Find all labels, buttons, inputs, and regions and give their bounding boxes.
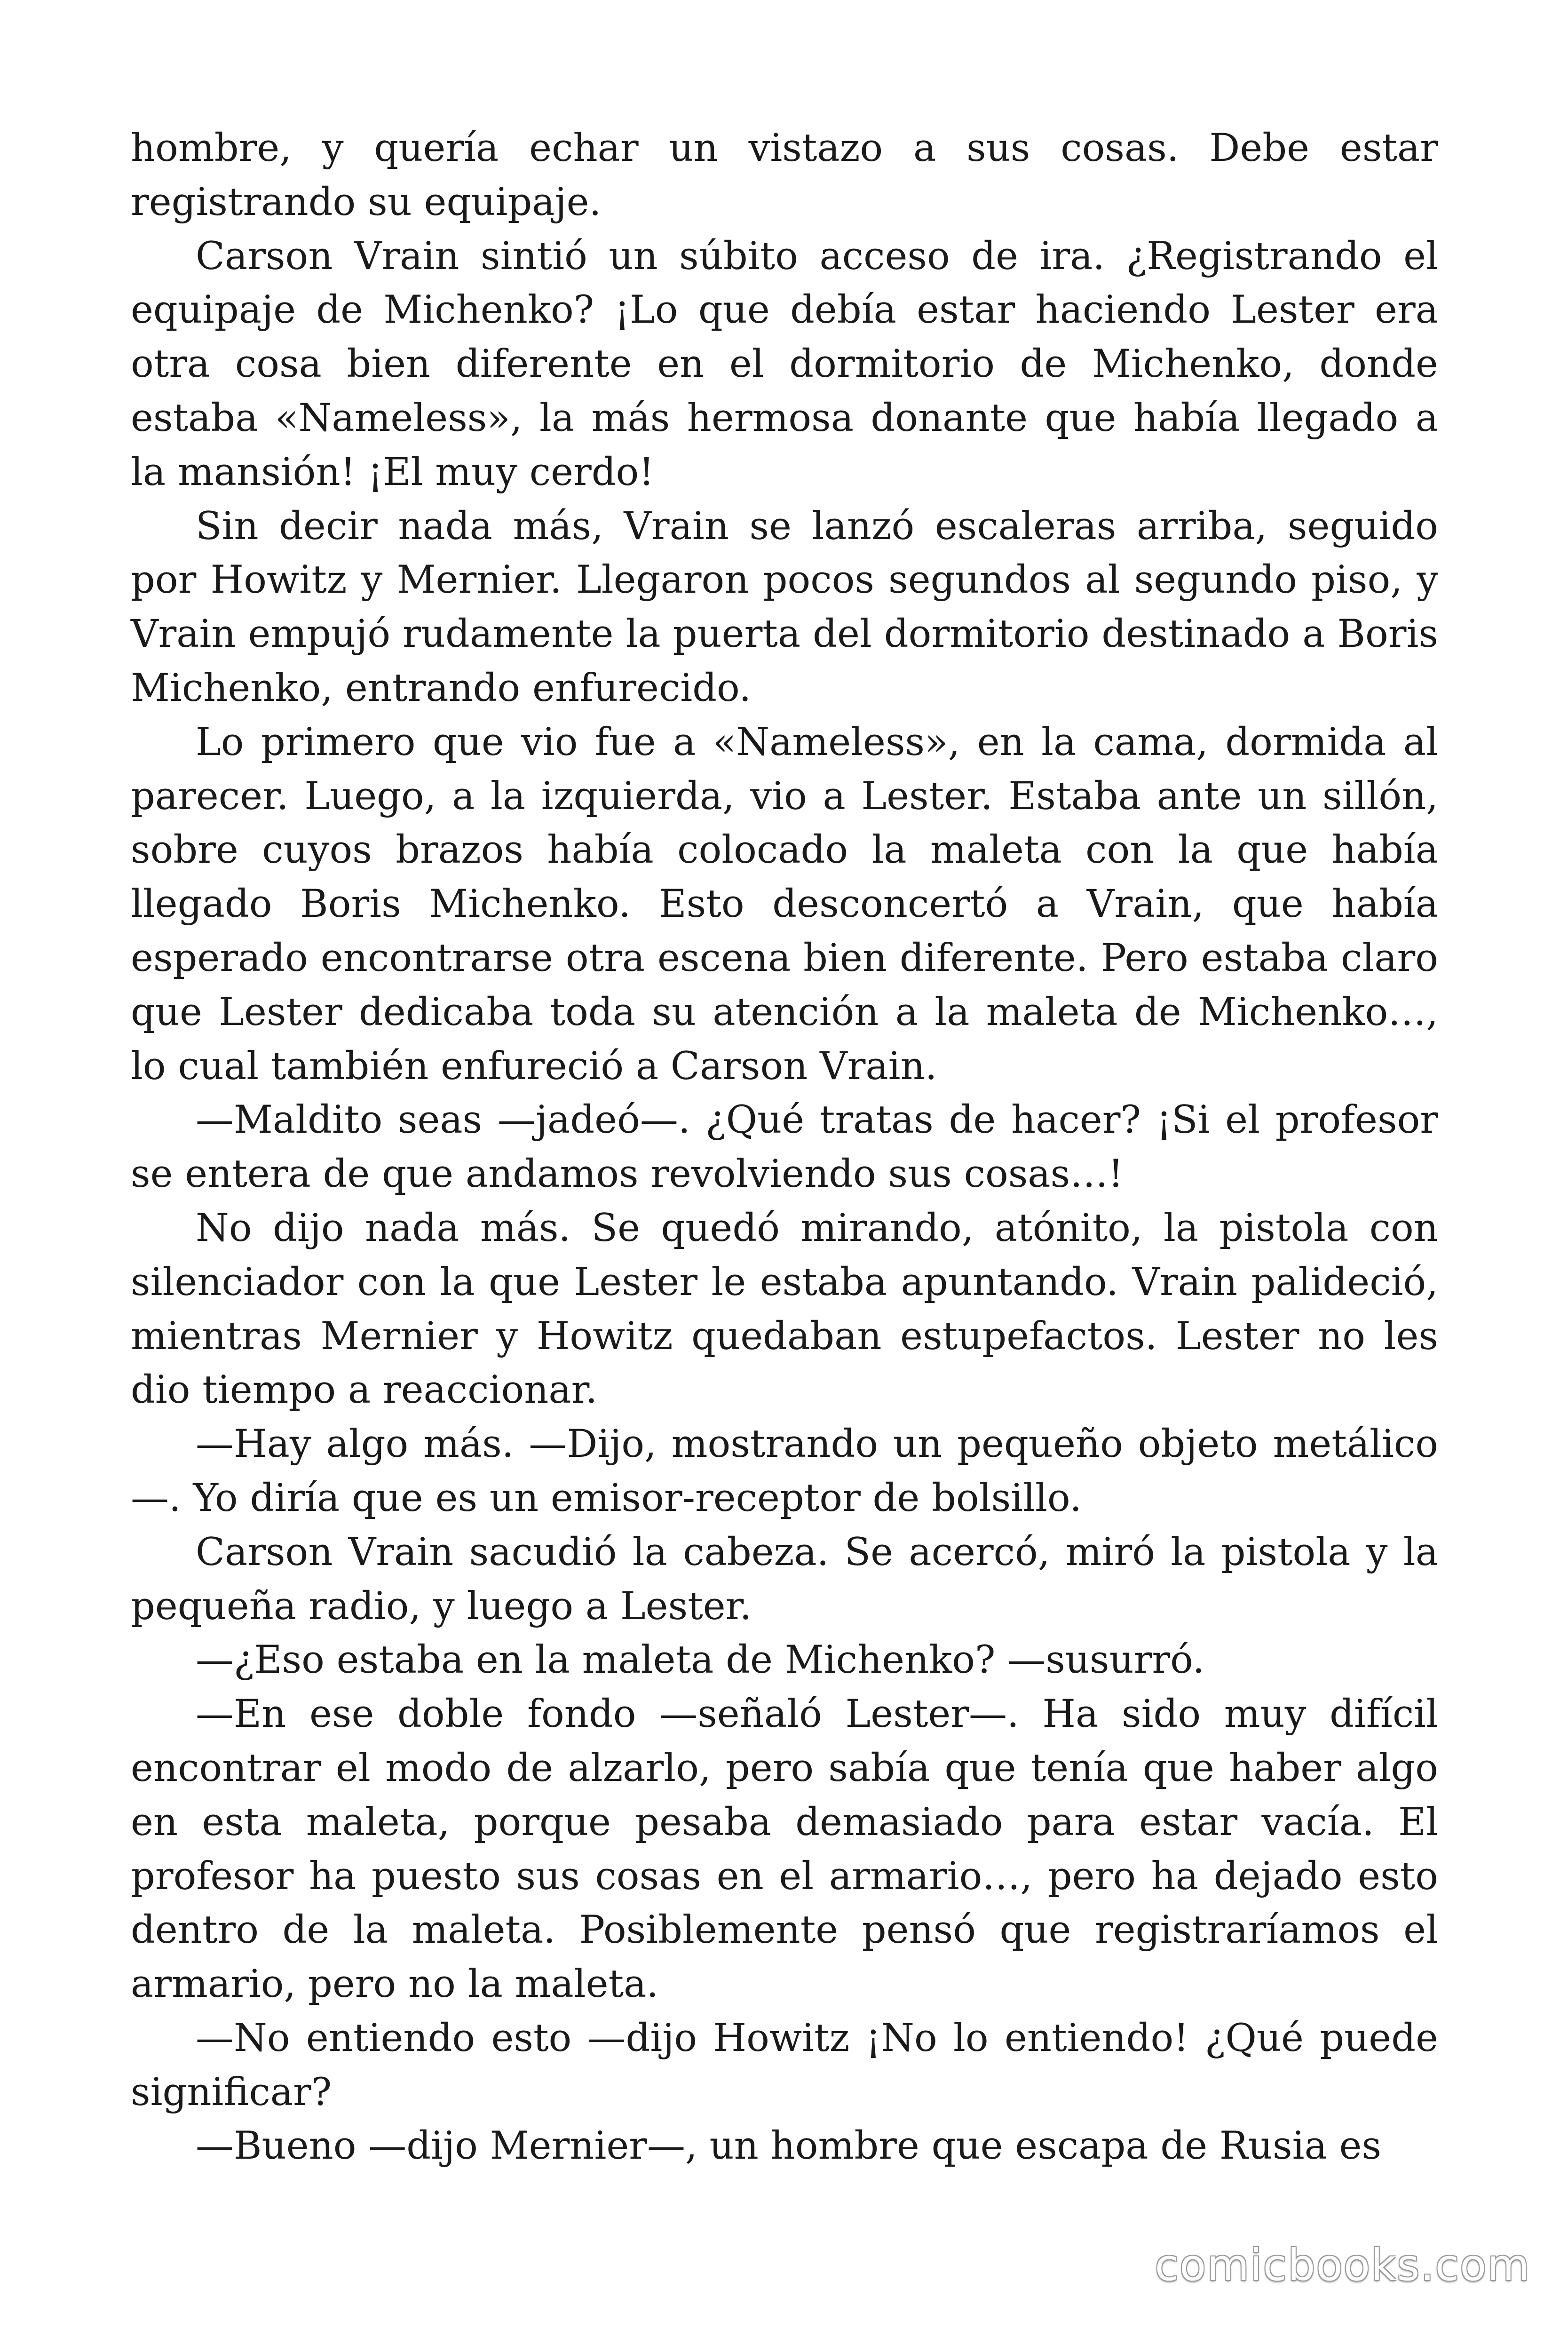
paragraph-10: —En ese doble fondo —señaló Lester—. Ha sido muy difícil encontrar el modo de alzarlo, pero sabía que tenía que haber algo en esta maleta, porque pesaba demasiado para estar vacía. El profesor ha puesto sus cosas en el armario…, pero ha dejado esto dentro de la maleta. Posiblemente pensó que registraríamos el armario, pero no la maleta.	[131, 1692, 1438, 2007]
paragraph-12: —Bueno —dijo Mernier—, un hombre que escapa de Rusia es	[196, 2124, 1382, 2169]
paragraph-3: Sin decir nada más, Vrain se lanzó escaleras arriba, seguido por Howitz y Mernier. Llegaron pocos segundos al segundo piso, y Vrain empujó rudamente la puerta del dormitorio destinado a Boris Michenko, entrando enfurecido.	[131, 504, 1438, 710]
paragraph-5: —Maldito seas —jadeó—. ¿Qué tratas de hacer? ¡Si el profesor se entera de que andamos revolviendo sus cosas…!	[131, 1098, 1438, 1197]
paragraph-11: —No entiendo esto —dijo Howitz ¡No lo entiendo! ¿Qué puede significar?	[131, 2016, 1438, 2114]
paragraph-1: hombre, y quería echar un vistazo a sus cosas. Debe estar registrando su equipaje.	[131, 126, 1438, 224]
paragraph-7: —Hay algo más. —Dijo, mostrando un pequeño objeto metálico —. Yo diría que es un emisor-receptor de bolsillo.	[131, 1422, 1438, 1520]
watermark-text: comicbooks.com	[1155, 2240, 1530, 2290]
paragraph-4: Lo primero que vio fue a «Nameless», en la cama, dormida al parecer. Luego, a la izquierda, vio a Lester. Estaba ante un sillón, sobre cuyos brazos había colocado la maleta con la que había llegado Boris Michenko. Esto desconcertó a Vrain, que había esperado encontrarse otra escena bien diferente. Pero estaba claro que Lester dedicaba toda su atención a la maleta de Michenko…, lo cual también enfureció a Carson Vrain.	[131, 720, 1438, 1089]
paragraph-9: —¿Eso estaba en la maleta de Michenko? —susurró.	[196, 1638, 1205, 1683]
paragraph-2: Carson Vrain sintió un súbito acceso de ira. ¿Registrando el equipaje de Michenko? ¡Lo que debía estar haciendo Lester era otra cosa bien diferente en el dormitorio de Michenko, donde estaba «Nameless», la más hermosa donante que había llegado a la mansión! ¡El muy cerdo!	[131, 234, 1438, 494]
paragraph-8: Carson Vrain sacudió la cabeza. Se acercó, miró la pistola y la pequeña radio, y luego a Lester.	[131, 1530, 1438, 1629]
body-text	[131, 121, 1438, 2173]
paragraph-6: No dijo nada más. Se quedó mirando, atónito, la pistola con silenciador con la que Lester le estaba apuntando. Vrain palideció, mientras Mernier y Howitz quedaban estupefactos. Lester no les dio tiempo a reaccionar.	[131, 1206, 1438, 1413]
